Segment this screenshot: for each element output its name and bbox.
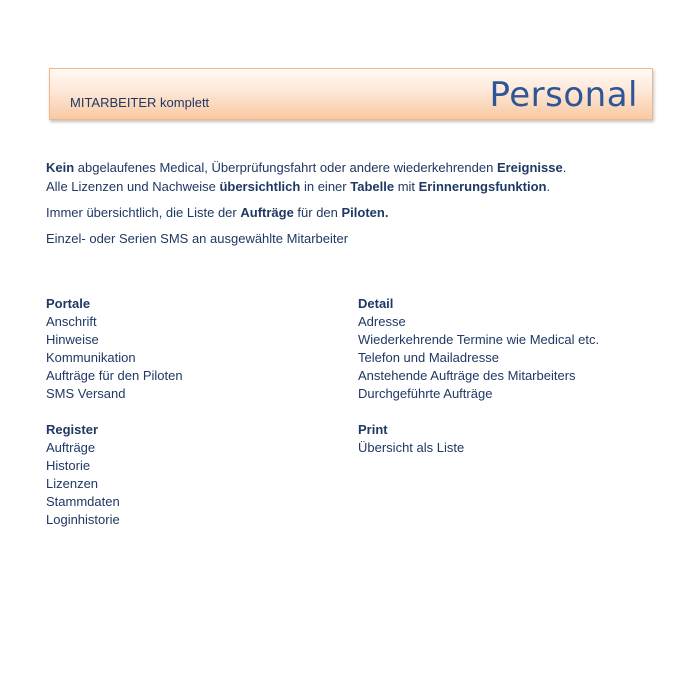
- intro-text: [46, 158, 652, 248]
- list-item: Stammdaten: [46, 494, 120, 509]
- list-item: Adresse: [358, 314, 406, 329]
- list-item: Aufträge: [46, 440, 96, 455]
- section-header-print: Print: [358, 422, 388, 437]
- intro-line-4: Einzel- oder Serien SMS an ausgewählte Mitarbeiter: [46, 231, 349, 246]
- intro-line-2: Alle Lizenzen und Nachweise übersichtlich in einer Tabelle mit Erinnerungsfunktion.: [46, 179, 551, 194]
- intro-line-1: Kein abgelaufenes Medical, Überprüfungsfahrt oder andere wiederkehrenden Ereignisse.: [46, 160, 567, 175]
- list-item: Telefon und Mailadresse: [358, 350, 499, 365]
- left-column: [46, 295, 183, 547]
- list-item: SMS Versand: [46, 386, 126, 401]
- list-item: Übersicht als Liste: [358, 440, 465, 455]
- section-header-detail: Detail: [358, 296, 394, 311]
- list-item: Historie: [46, 458, 91, 473]
- list-item: Anschrift: [46, 314, 97, 329]
- section-header-portale: Portale: [46, 296, 91, 311]
- header-banner: [49, 68, 653, 120]
- list-item: Hinweise: [46, 332, 99, 347]
- section-print: [358, 421, 599, 457]
- section-header-register: Register: [46, 422, 99, 437]
- list-item: Wiederkehrende Termine wie Medical etc.: [358, 332, 600, 347]
- right-column: [358, 295, 599, 475]
- banner-title: Personal: [489, 75, 638, 115]
- list-item: Durchgeführte Aufträge: [358, 386, 493, 401]
- list-item: Kommunikation: [46, 350, 136, 365]
- section-detail: [358, 295, 599, 403]
- list-item: Lizenzen: [46, 476, 99, 491]
- section-register: [46, 421, 183, 529]
- list-item: Aufträge für den Piloten: [46, 368, 183, 383]
- list-item: Loginhistorie: [46, 512, 120, 527]
- banner-subtitle: MITARBEITER komplett: [70, 95, 210, 110]
- intro-line-3: Immer übersichtlich, die Liste der Aufträge für den Piloten.: [46, 205, 389, 220]
- section-portale: [46, 295, 183, 403]
- list-item: Anstehende Aufträge des Mitarbeiters: [358, 368, 576, 383]
